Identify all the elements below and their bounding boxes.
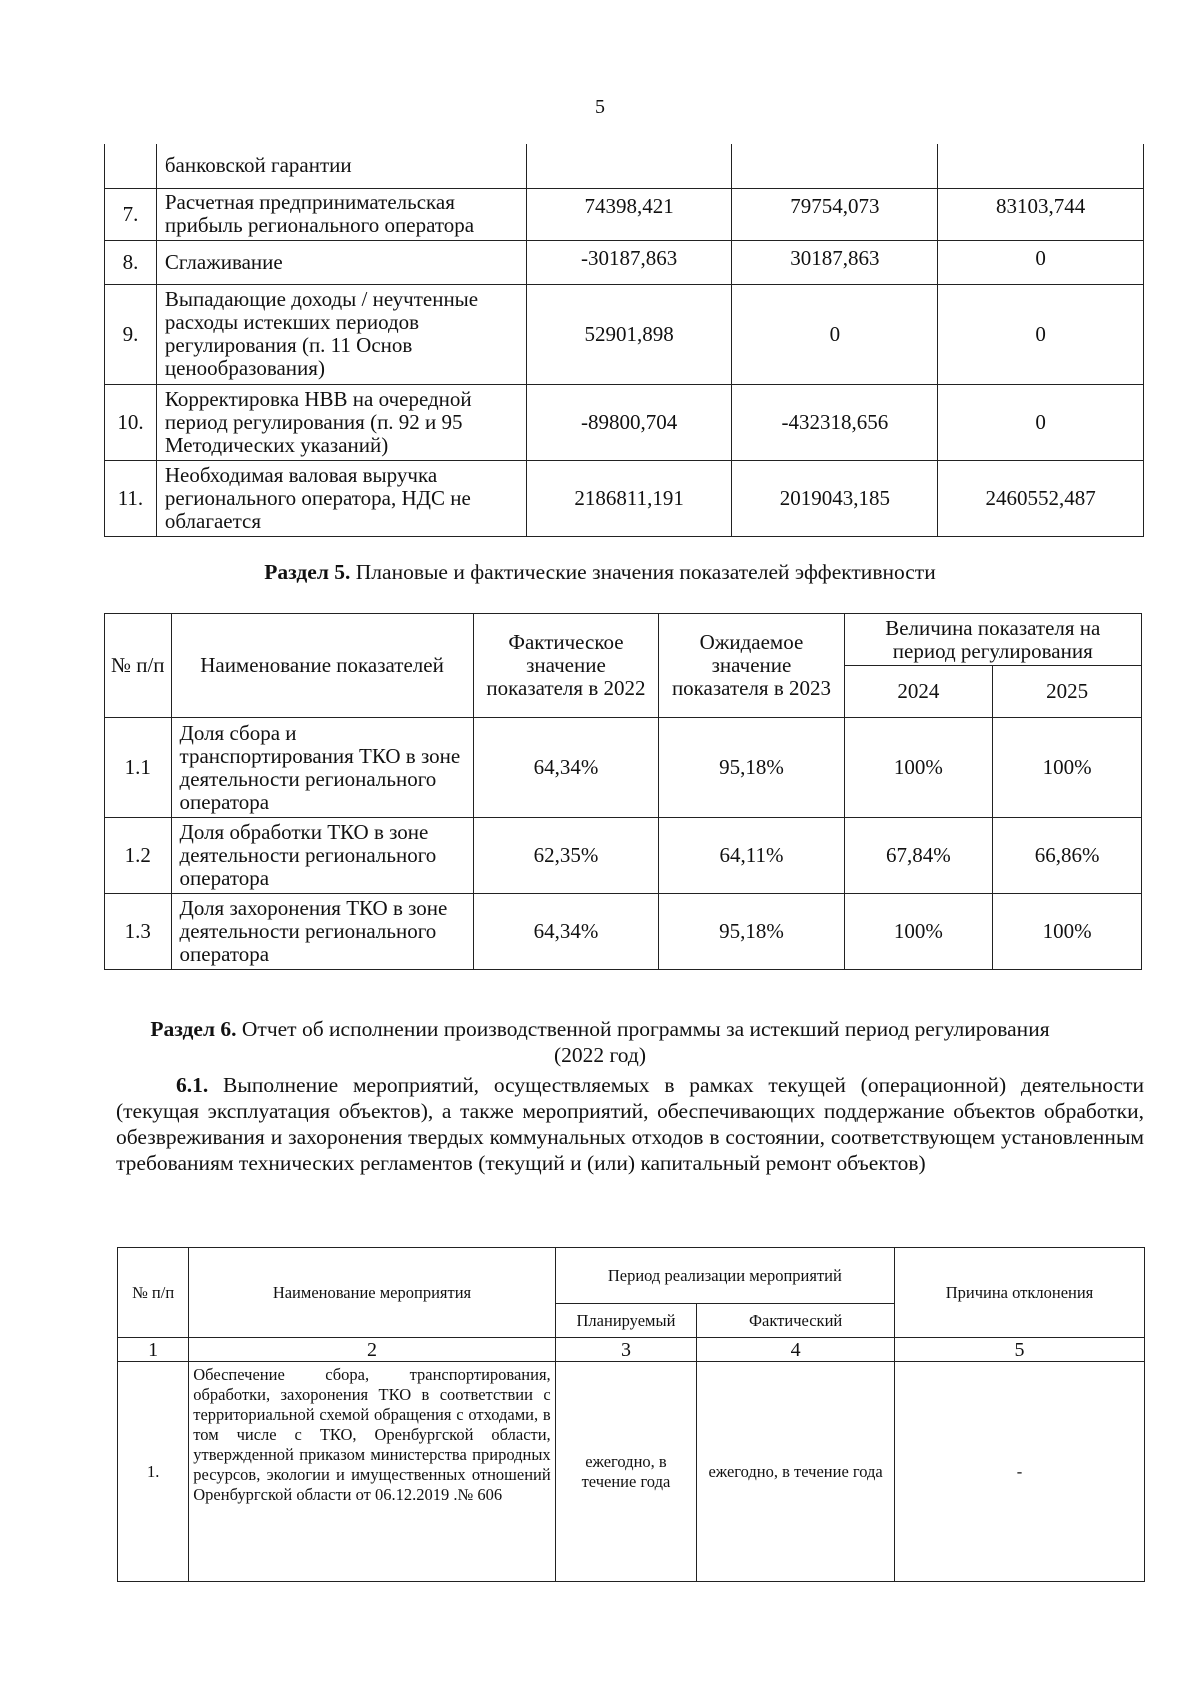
value-2023: 0: [732, 284, 938, 384]
row-number: 9.: [105, 284, 157, 384]
section-6-label: Раздел 6.: [150, 1017, 237, 1041]
header-expected: Ожидаемое значение показателя в 2023: [659, 614, 844, 718]
value-2025: 66,86%: [993, 818, 1142, 894]
table-row: [105, 384, 1144, 460]
header-2024: 2024: [844, 666, 993, 718]
header-name: Наименование показателей: [171, 614, 473, 718]
header-num: № п/п: [105, 614, 172, 718]
value-expected: 95,18%: [659, 894, 844, 970]
section-5-title: [0, 560, 1200, 585]
row-number: 1.3: [105, 894, 172, 970]
table-row: [105, 460, 1144, 536]
table-row: [105, 144, 1144, 188]
page-number: 5: [595, 96, 605, 118]
row-name: Корректировка НВВ на очередной период регулирования (п. 92 и 95 Методических указаний): [156, 384, 526, 460]
index-cell: 4: [697, 1338, 895, 1362]
table-row: [105, 718, 1142, 818]
row-number: 8.: [105, 240, 157, 284]
header-2025: 2025: [993, 666, 1142, 718]
row-name: Расчетная предпринимательская прибыль регионального оператора: [156, 188, 526, 240]
section-5-text: Плановые и фактические значения показателей эффективности: [350, 560, 936, 584]
header-period: Период реализации мероприятий: [555, 1248, 894, 1304]
row-number: 1.1: [105, 718, 172, 818]
value-reason: -: [895, 1362, 1145, 1582]
value-2022: -89800,704: [526, 384, 732, 460]
header-num: № п/п: [118, 1248, 189, 1338]
value-2023: 2019043,185: [732, 460, 938, 536]
value-2024: 0: [938, 384, 1144, 460]
row-number: 11.: [105, 460, 157, 536]
paragraph-6-1-text: Выполнение мероприятий, осуществляемых в рамках текущей (операционной) деятельности (текущая эксплуатация объектов), а также мероприятий, обеспечивающих поддержание объектов обработки, обезвреживания и захоронения твердых коммунальных отходов в состоянии, соответствующем установленным требованиям технических регламентов (текущий и (или) капитальный ремонт объектов): [116, 1073, 1144, 1175]
row-number: 1.: [118, 1362, 189, 1582]
row-name: Доля сбора и транспортирования ТКО в зоне деятельности регионального оператора: [171, 718, 473, 818]
nvv-table: [104, 144, 1144, 537]
row-name: Доля обработки ТКО в зоне деятельности регионального оператора: [171, 818, 473, 894]
section-6-title: [0, 1016, 1200, 1068]
table-row: [118, 1362, 1145, 1582]
value-expected: 95,18%: [659, 718, 844, 818]
value-2022: 74398,421: [526, 188, 732, 240]
header-actual: Фактический: [697, 1304, 895, 1338]
header-row: [118, 1248, 1145, 1304]
section-6-line1: [0, 1016, 1200, 1042]
header-row: [105, 614, 1142, 666]
value-expected: 64,11%: [659, 818, 844, 894]
value-2024: 2460552,487: [938, 460, 1144, 536]
value-fact: 64,34%: [473, 718, 659, 818]
value-2025: 100%: [993, 894, 1142, 970]
row-name: Обеспечение сбора, транспортирования, обработки, захоронения ТКО в соответствии с территориальной схемой обращения с отходами, в том числе с ТКО, Оренбургской области, утвержденной приказом министерства природных ресурсов, экологии и имущественных отношений Оренбургской области от 06.12.2019 .№ 606: [189, 1362, 555, 1582]
value-planned: ежегодно, в течение года: [555, 1362, 697, 1582]
value-2023: 30187,863: [732, 240, 938, 284]
index-cell: 2: [189, 1338, 555, 1362]
value-2024: 83103,744: [938, 188, 1144, 240]
paragraph-6-1-label: 6.1.: [176, 1073, 209, 1097]
value-fact: 62,35%: [473, 818, 659, 894]
table-row: [105, 240, 1144, 284]
table-row: [105, 284, 1144, 384]
header-reason: Причина отклонения: [895, 1248, 1145, 1338]
row-number: [105, 144, 157, 188]
value-2024: 100%: [844, 894, 993, 970]
value-2022: [526, 144, 732, 188]
value-2023: -432318,656: [732, 384, 938, 460]
index-row: [118, 1338, 1145, 1362]
value-2024: [938, 144, 1144, 188]
value-2024: 0: [938, 240, 1144, 284]
table-row: [105, 188, 1144, 240]
row-number: 1.2: [105, 818, 172, 894]
events-table: [117, 1247, 1145, 1582]
section-6-line2: (2022 год): [553, 1043, 647, 1067]
row-name: Сглаживание: [156, 240, 526, 284]
header-planned: Планируемый: [555, 1304, 697, 1338]
value-2024: 0: [938, 284, 1144, 384]
paragraph-6-1: [116, 1072, 1144, 1176]
index-cell: 3: [555, 1338, 697, 1362]
index-cell: 1: [118, 1338, 189, 1362]
table-row: [105, 818, 1142, 894]
header-fact: Фактическое значение показателя в 2022: [473, 614, 659, 718]
section-6-text: Отчет об исполнении производственной программы за истекший период регулирования: [236, 1017, 1050, 1041]
header-name: Наименование мероприятия: [189, 1248, 555, 1338]
value-2024: 67,84%: [844, 818, 993, 894]
indicators-table: [104, 613, 1142, 970]
value-2024: 100%: [844, 718, 993, 818]
header-period: Величина показателя на период регулирования: [844, 614, 1141, 666]
row-number: 10.: [105, 384, 157, 460]
row-number: 7.: [105, 188, 157, 240]
value-2023: 79754,073: [732, 188, 938, 240]
section-5-label: Раздел 5.: [264, 560, 351, 584]
value-2023: [732, 144, 938, 188]
row-name: Доля захоронения ТКО в зоне деятельности регионального оператора: [171, 894, 473, 970]
value-2022: 2186811,191: [526, 460, 732, 536]
value-fact: 64,34%: [473, 894, 659, 970]
value-actual: ежегодно, в течение года: [697, 1362, 895, 1582]
row-name: Выпадающие доходы / неучтенные расходы истекших периодов регулирования (п. 11 Основ ценообразования): [156, 284, 526, 384]
value-2022: -30187,863: [526, 240, 732, 284]
index-cell: 5: [895, 1338, 1145, 1362]
value-2022: 52901,898: [526, 284, 732, 384]
row-name: банковской гарантии: [156, 144, 526, 188]
table-row: [105, 894, 1142, 970]
value-2025: 100%: [993, 718, 1142, 818]
row-name: Необходимая валовая выручка регионального оператора, НДС не облагается: [156, 460, 526, 536]
